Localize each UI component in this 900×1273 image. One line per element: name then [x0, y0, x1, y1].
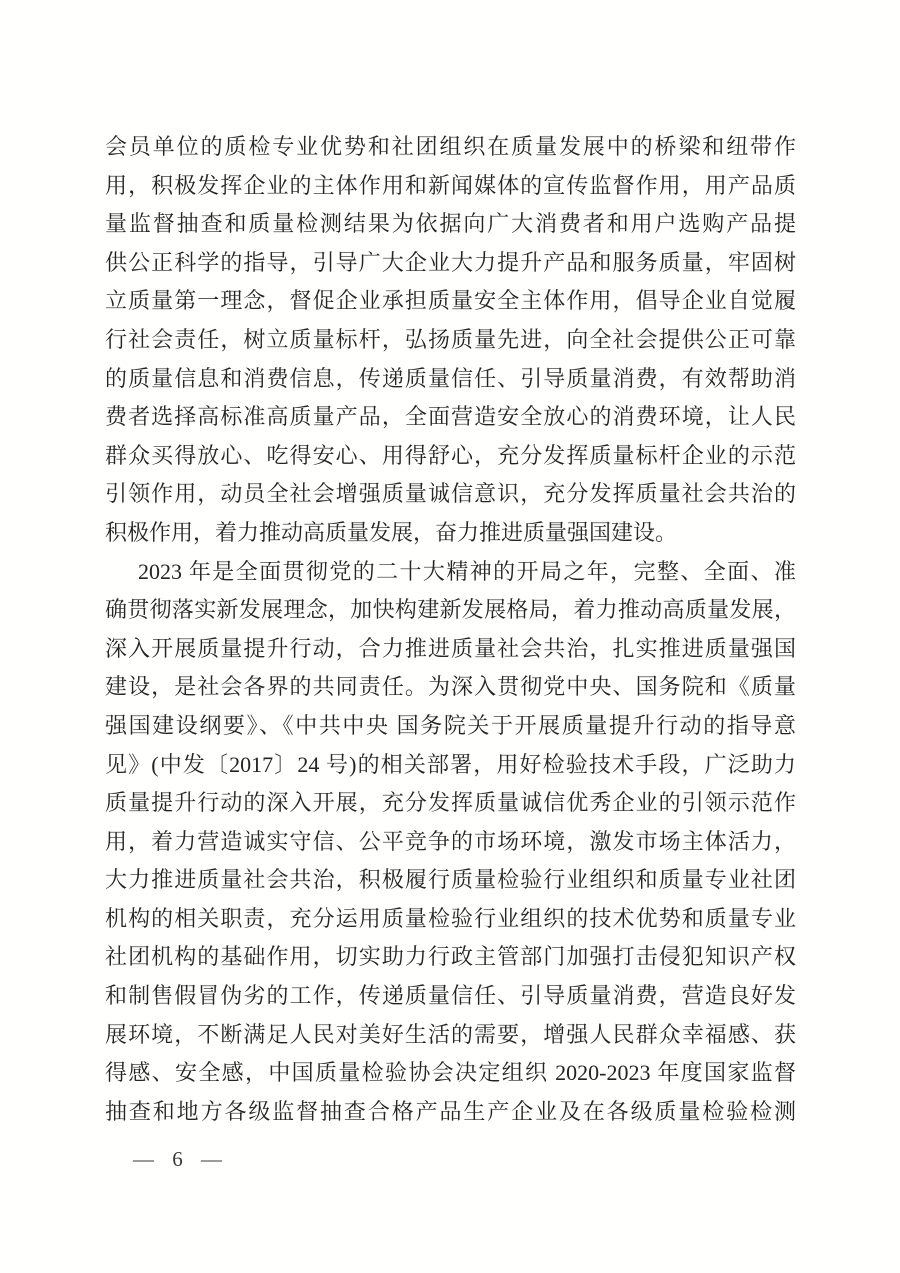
text-line: 行社会责任，树立质量标杆，弘扬质量先进，向全社会提供公正可靠 — [105, 326, 796, 352]
text-line: 立质量第一理念，督促企业承担质量安全主体作用，倡导企业自觉履 — [105, 288, 796, 314]
text-line: 会员单位的质检专业优势和社团组织在质量发展中的桥梁和纽带作 — [105, 134, 796, 159]
text-line: 2023 年是全面贯彻党的二十大精神的开局之年，完整、全面、准 — [138, 558, 796, 584]
text-line: 量监督抽查和质量检测结果为依据向广大消费者和用户选购产品提 — [105, 211, 796, 237]
text-line: 大力推进质量社会共治，积极履行质量检验行业组织和质量专业社团 — [105, 867, 796, 893]
text-line: 抽查和地方各级监督抽查合格产品生产企业及在各级质量检验检测 — [105, 1098, 796, 1124]
text-line: 质量提升行动的深入开展，充分发挥质量诚信优秀企业的引领示范作 — [105, 790, 796, 816]
text-line: 用，着力营造诚实守信、公平竞争的市场环境，激发市场主体活力， — [105, 828, 796, 854]
text-line: 积极作用，着力推动高质量发展，奋力推进质量强国建设。 — [105, 519, 678, 545]
paragraph-2 — [105, 553, 796, 1132]
text-line: 引领作用，动员全社会增强质量诚信意识，充分发挥质量社会共治的 — [105, 481, 796, 507]
text-line: 强国建设纲要》、《中共中央 国务院关于开展质量提升行动的指导意 — [105, 712, 796, 738]
text-line: 社团机构的基础作用，切实助力行政主管部门加强打击侵犯知识产权 — [105, 944, 796, 970]
body-text — [105, 128, 796, 1131]
text-line: 机构的相关职责，充分运用质量检验行业组织的技术优势和质量专业 — [105, 905, 796, 931]
text-line: 供公正科学的指导，引导广大企业大力提升产品和服务质量，牢固树 — [105, 249, 796, 275]
text-line: 费者选择高标准高质量产品，全面营造安全放心的消费环境，让人民 — [105, 404, 796, 430]
text-line: 得感、安全感，中国质量检验协会决定组织 2020-2023 年度国家监督 — [105, 1060, 796, 1086]
text-line: 的质量信息和消费信息，传递质量信任、引导质量消费，有效帮助消 — [105, 365, 796, 391]
text-line: 群众买得放心、吃得安心、用得舒心，充分发挥质量标杆企业的示范 — [105, 442, 796, 468]
text-line: 和制售假冒伪劣的工作，传递质量信任、引导质量消费，营造良好发 — [105, 983, 796, 1009]
text-line: 展环境，不断满足人民对美好生活的需要，增强人民群众幸福感、获 — [105, 1021, 796, 1047]
paragraph-1 — [105, 128, 796, 553]
page-number: — 6 — — [133, 1147, 224, 1171]
text-line: 确贯彻落实新发展理念，加快构建新发展格局，着力推动高质量发展， — [105, 597, 796, 623]
text-line: 见》(中发〔2017〕24 号)的相关部署，用好检验技术手段，广泛助力 — [105, 751, 796, 777]
text-line: 用，积极发挥企业的主体作用和新闻媒体的宣传监督作用，用产品质 — [105, 172, 796, 198]
text-line: 建设，是社会各界的共同责任。为深入贯彻党中央、国务院和《质量 — [105, 674, 796, 700]
text-line: 深入开展质量提升行动，合力推进质量社会共治，扎实推进质量强国 — [105, 635, 796, 661]
